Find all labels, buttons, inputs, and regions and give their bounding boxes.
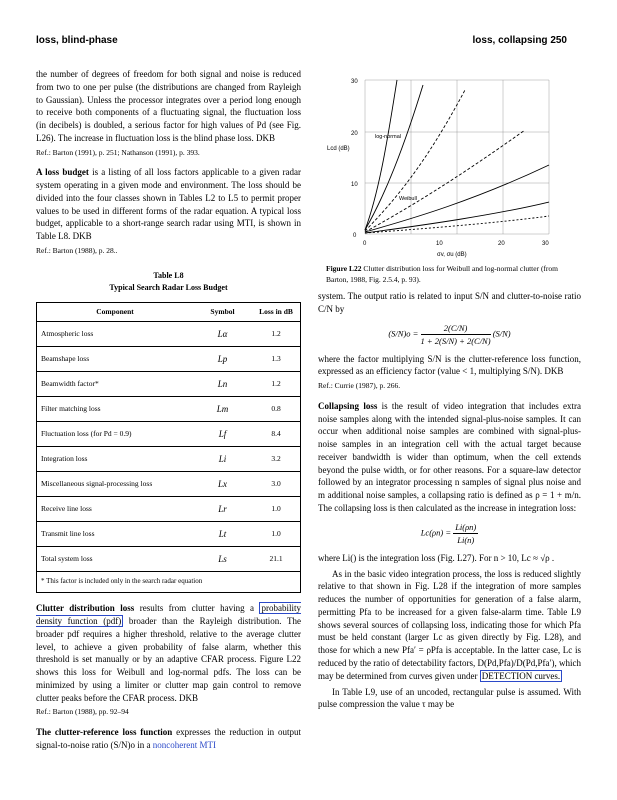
table-title: Table L8 [153,271,184,281]
x-tick: 10 [436,241,443,247]
paragraph-clutter-distribution [36,602,301,704]
left-column [36,68,301,755]
reference: Ref.: Currie (1987), p. 266. [318,381,401,391]
table-caption [36,270,301,293]
term-clutter-reference-loss: The clutter-reference loss function [36,727,173,738]
pdf-link[interactable]: probability density function (pdf) [36,603,301,627]
table-note: * This factor is included only in the search radar equation [41,577,203,586]
table-cell: Ln [193,372,252,397]
equation-collapsing-loss [318,521,581,546]
table-note-row [37,572,301,593]
table-row [37,497,301,522]
table-cell: 1.3 [252,347,301,372]
paragraph-blind-phase: the number of degrees of freedom for both signal and noise is reduced from two to one per pulse (the distributions are changed from Rayleigh to Gaussian). Unless the processor integrates over a period long enough to receive both components of a fluctuating signal, the fluctuation loss (in decibels) is doubled, a serious factor for high values of Pd (see Fig. L26). The increase in fluctuation loss is the blind phase loss. DKB [36,69,301,143]
equation-fraction [453,521,478,546]
figure-l22 [325,70,585,260]
plot-grid [365,80,549,234]
table-cell: Beamshape loss [37,347,194,372]
table-row [37,347,301,372]
y-tick: 20 [351,131,358,137]
table-row [37,447,301,472]
table-cell: Transmit line loss [37,522,194,547]
table-cell: 1.0 [252,497,301,522]
x-axis-label: σv, σu (dB) [437,252,467,258]
paragraph-integration-loss: where Li() is the integration loss (Fig. L27). For n > 10, Lc ≈ √ρ . [318,552,555,563]
reference: Ref.: Barton (1991), p. 251; Nathanson (1991), p. 393. [36,147,200,157]
equation-lhs: Lc(ρn) = [420,527,452,538]
figure-caption-text: Clutter distribution loss for Weibull and log-normal clutter (from Barton, 1988, Fig. 2.5.4, p. 93). [326,264,559,284]
table-cell: 1.2 [252,372,301,397]
table-cell: Ls [193,547,252,572]
x-tick: 30 [542,241,549,247]
equation-numerator: Li(ρn) [453,521,478,534]
equation-numerator: 2(C/N) [421,322,491,335]
table-cell: Lp [193,347,252,372]
table-cell: Filter matching loss [37,397,194,422]
curve-label-log-normal: log-normal [375,134,401,140]
paragraph-text: broader than the Rayleigh distribution. The broader pdf requires a higher threshold, relative to the average clutter level, to achieve a given probability of false alarm, whether this threshold is set manually or by an adaptive CFAR process. Figure L22 shows this loss for Weibull and log-normal pdfs. The loss can be minimized by using a limiter or clutter map gain control to remove clutter peaks before the CFAR process. DKB [36,616,301,703]
table-row [37,522,301,547]
y-tick: 0 [353,233,357,239]
figure-label: Figure L22 [326,264,362,273]
x-tick: 0 [363,241,367,247]
reference: Ref.: Barton (1988), p. 28.. [36,245,118,255]
table-row [37,372,301,397]
y-tick: 10 [351,182,358,188]
reference: Ref.: Barton (1988), pp. 92–94 [36,707,129,717]
column-header: Symbol [193,302,252,322]
table-cell: 1.2 [252,322,301,347]
equation-denominator: Li(n) [457,534,475,545]
table-row [37,547,301,572]
paragraph-clutter-reference-def: where the factor multiplying S/N is the clutter-reference loss function, expressed as an efficiency factor (value < 1, multiplying S/N). DKB [318,353,581,377]
table-cell: 21.1 [252,547,301,572]
figure-caption [326,264,582,285]
equation-fraction [421,322,491,347]
clutter-loss-plot [325,70,585,260]
paragraph-loss-budget [36,166,301,243]
table-cell: 3.0 [252,472,301,497]
table-cell: Receive line loss [37,497,194,522]
table-cell: 8.4 [252,422,301,447]
table-cell: Li [193,447,252,472]
equation-rhs: (S/N) [492,328,511,339]
table-cell: Atmospheric loss [37,322,194,347]
table-row [37,397,301,422]
table-cell: Lm [193,397,252,422]
table-row [37,322,301,347]
y-axis-label: Lcd (dB) [327,146,350,152]
table-header-row [37,302,301,322]
table-cell: 0.8 [252,397,301,422]
table-cell: Lx [193,472,252,497]
curve-label-weibull: Weibull [399,196,417,202]
column-header: Loss in dB [252,302,301,322]
table-cell: Fluctuation loss (for Pd = 0.9) [37,422,194,447]
term-clutter-distribution-loss: Clutter distribution loss [36,603,135,614]
paragraph-text: results from clutter having a [134,603,260,614]
table-cell: 3.2 [252,447,301,472]
running-header-left: loss, blind-phase [36,35,118,46]
equation-denominator: 1 + 2(S/N) + 2(C/N) [420,335,491,346]
x-tick: 20 [498,241,505,247]
table-cell: Beamwidth factor* [37,372,194,397]
paragraph-text: is a listing of all loss factors applicable to a given radar system operating in a given mode and environment. The loss should be divided into the four classes shown in Tables L2 to L5 to permit proper values to be used in different forms of the radar equation. A typical loss budget, applicable to a short-range search radar using MTI, is shown in Table L8. DKB [36,167,301,242]
equation-output-ratio [318,322,581,347]
equation-lhs: (S/N)o = [388,328,419,339]
right-column [318,290,581,714]
table-subtitle: Typical Search Radar Loss Budget [109,283,228,293]
term-collapsing-loss: Collapsing loss [318,400,378,411]
paragraph-output-ratio: system. The output ratio is related to input S/N and clutter-to-noise ratio C/N by [318,291,581,314]
column-header: Component [37,302,194,322]
paragraph-table-l9: In Table L9, use of an uncoded, rectangular pulse is assumed. With pulse compression the value τ may be [318,686,581,710]
table-cell: Lf [193,422,252,447]
paragraph-text: is the result of video integration that includes extra noise samples along with the intended signal-plus-noise samples. It can occur when additional noise samples are combined with signal-plus-noise samples in an integration cell with the actual target because receiver bandwidth is wider than optimum, when the cell extends beyond the pulse width, or for other reasons. For a square-law detector followed by an integrator processing n samples of signal plus noise and m additional noise samples, a collapsing ratio is defined as ρ = 1 + m/n. The collapsing loss is then calculated as the increase in integration loss: [318,400,581,513]
paragraph-video-integration [318,568,581,683]
paragraph-collapsing-loss [318,400,581,515]
term-loss-budget: A loss budget [36,167,89,178]
table-cell: Lr [193,497,252,522]
y-tick: 30 [351,79,358,85]
table-cell: 1.0 [252,522,301,547]
detection-curves-link[interactable]: DETECTION curves. [481,670,561,681]
paragraph-text: expresses the reduction in output signal-to-noise ratio (S/N)o in a [36,727,301,750]
table-cell: Total system loss [37,547,194,572]
paragraph-clutter-reference [36,726,301,752]
running-header-right: loss, collapsing 250 [472,35,567,46]
table-row [37,422,301,447]
paragraph-text: As in the basic video integration process, the loss is reduced slightly relative to that shown in Fig. L28 if the integration of more samples reduces the number of opportunities for generation of a false alarm, permitting Pfa to be increased for a given false-alarm time. Table L9 shows several sources of collapsing loss, indicating those for which Pfa must be held constant (larger Lc as given directly by Fig. L28), and those for which a new Pfa′ = ρPfa is acceptable. In the latter case, Lc is reduced by the ratio of detectability factors, D(Pd,Pfa)/D(Pd,Pfa′), which may be determined from curves given under [318,568,581,681]
table-cell: Integration loss [37,447,194,472]
loss-budget-table [36,302,301,594]
noncoherent-mti-link[interactable]: noncoherent MTI [152,739,216,750]
table-row [37,472,301,497]
table-cell: Lα [193,322,252,347]
table-cell: Miscellaneous signal-processing loss [37,472,194,497]
table-cell: Lt [193,522,252,547]
